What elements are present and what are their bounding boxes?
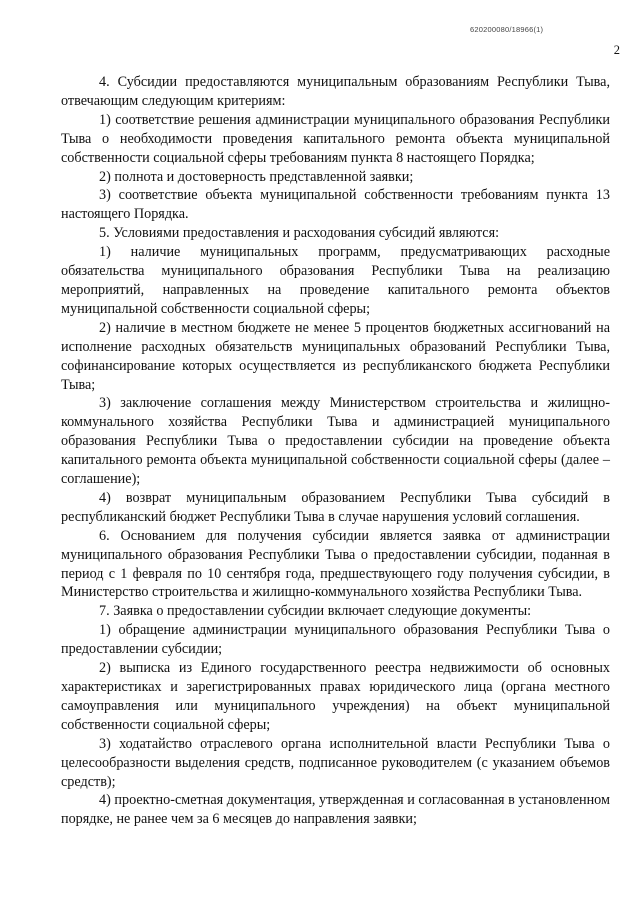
paragraph: 4) проектно-сметная документация, утвержденная и согласованная в установленном порядке, не ранее чем за 6 месяцев до направления заявки; (61, 792, 610, 828)
paragraph: 3) соответствие объекта муниципальной собственности требованиям пункта 13 настоящего Порядка. (61, 187, 610, 223)
paragraph: 1) обращение администрации муниципального образования Республики Тыва о предоставлении субсидии; (61, 622, 610, 658)
document-id: 620200080/18966(1) (470, 25, 544, 34)
paragraph: 3) заключение соглашения между Министерством строительства и жилищно-коммунального хозяйства Республики Тыва и администрацией муниципального образования Республики Тыва о предоставлении субсидии на проведение объекта капитального ремонта объекта муниципальной собственности социальной сферы (далее – соглашение); (61, 395, 610, 488)
paragraph: 3) ходатайство отраслевого органа исполнительной власти Республики Тыва о целесообразности выделения средств, подписанное руководителем (с указанием объемов средств); (61, 735, 610, 790)
paragraph: 1) соответствие решения администрации муниципального образования Республики Тыва о необходимости проведения капитального ремонта объекта муниципальной собственности социальной сферы требованиям пункта 8 настоящего Порядка; (61, 111, 610, 166)
paragraph: 2) полнота и достоверность представленной заявки; (99, 168, 414, 185)
paragraph: 7. Заявка о предоставлении субсидии включает следующие документы: (99, 603, 532, 620)
page-number: 2 (613, 43, 620, 57)
paragraph: 4. Субсидии предоставляются муниципальным образованиям Республики Тыва, отвечающим следующим критериям: (61, 74, 610, 109)
paragraph: 4) возврат муниципальным образованием Республики Тыва субсидий в республиканский бюджет Республики Тыва в случае нарушения условий соглашения. (61, 489, 610, 525)
paragraph: 2) наличие в местном бюджете не менее 5 процентов бюджетных ассигнований на исполнение расходных обязательств муниципальных образований Республики Тыва, софинансирование которых осуществляется из республиканского бюджета Республики Тыва; (61, 319, 610, 393)
paragraph: 1) наличие муниципальных программ, предусматривающих расходные обязательства муниципального образования Республики Тыва на реализацию мероприятий, направленных на проведение капитального ремонта объектов муниципальной собственности социальной сферы; (61, 244, 610, 317)
paragraph: 6. Основанием для получения субсидии является заявка от администрации муниципального образования Республики Тыва о предоставлении субсидии, поданная в период с 1 февраля по 10 сентября года, предшествующего году получения субсидии, в Министерство строительства и жилищно-коммунального хозяйства Республики Тыва. (61, 527, 610, 601)
document-body (61, 73, 610, 829)
paragraph: 5. Условиями предоставления и расходования субсидий являются: (99, 225, 500, 242)
paragraph: 2) выписка из Единого государственного реестра недвижимости об основных характеристиках и зарегистрированных правах юридического лица (органа местного самоуправления или муниципального учреждения) на объект муниципальной собственности социальной сферы; (61, 660, 610, 733)
